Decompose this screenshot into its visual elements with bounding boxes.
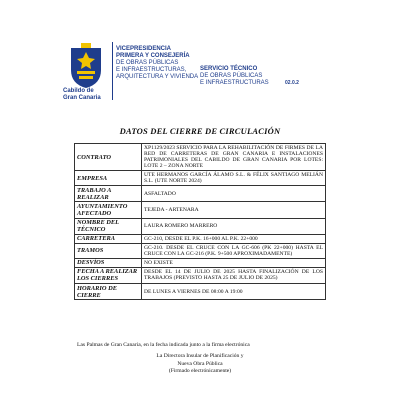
row-value-ayuntamiento: TEJEDA - ARTENARA <box>142 202 326 218</box>
service-code: 02.0.2 <box>285 80 299 86</box>
signature-line-2: Nueva Obra Pública <box>177 360 223 367</box>
row-label-fecha: FECHA A REALIZAR LOS CIERRES <box>75 267 142 283</box>
signature-block <box>0 353 400 376</box>
table-row <box>75 144 326 171</box>
table-row <box>75 186 326 202</box>
row-value-fecha: DESDE EL 14 DE JULIO DE 2025 HASTA FINALIZACIÓN DE LOS TRABAJOS (PREVISTO HASTA 25 DE JULIO DE 2025) <box>142 267 326 283</box>
logo-line-2: Gran Canaria <box>63 94 101 101</box>
row-value-horario: DE LUNES A VIERNES DE 08:00 A 19:00 <box>142 284 326 300</box>
signature-line-3: (Firmado electrónicamente) <box>168 368 232 374</box>
row-value-trabajo: ASFALTADO <box>142 186 326 202</box>
logo-caption <box>63 88 113 101</box>
signature-line-1: La Directora Insular de Planificación y <box>156 353 244 359</box>
row-label-trabajo: TRABAJO A REALIZAR <box>75 186 142 202</box>
logo-line-1: Cabildo de <box>63 88 94 94</box>
service-block <box>200 66 269 87</box>
department-sub-1: DE OBRAS PÚBLICAS <box>116 60 179 66</box>
cabildo-logo <box>63 42 109 90</box>
service-sub-1: DE OBRAS PÚBLICAS <box>200 73 263 79</box>
department-title-2: PRIMERA Y CONSEJERÍA <box>116 53 190 59</box>
row-value-desvios: NO EXISTE <box>142 258 326 267</box>
service-title: SERVICIO TÉCNICO <box>200 66 258 72</box>
table-row <box>75 243 326 258</box>
table-row <box>75 234 326 243</box>
row-value-carretera: GC-210, DESDE EL P.K. 16+000 AL P.K. 22+000 <box>142 234 326 243</box>
coat-of-arms-icon <box>63 42 109 90</box>
header-divider <box>112 42 113 100</box>
department-title-1: VICEPRESIDENCIA <box>116 46 172 52</box>
row-label-horario: HORARIO DE CIERRE <box>75 284 142 300</box>
table-row <box>75 171 326 186</box>
row-label-carretera: CARRETERA <box>75 234 142 243</box>
row-value-tramos: GC-210. DESDE EL CRUCE CON LA GC-606 (PK 22+000) HASTA EL CRUCE CON LA GC-216 (P.K. 9+500 APROXIMADAMENTE) <box>142 243 326 258</box>
row-label-contrato: CONTRATO <box>75 144 142 171</box>
service-sub-2: E INFRAESTRUCTURAS <box>200 80 269 86</box>
table-row <box>75 258 326 267</box>
department-sub-3: ARQUITECTURA Y VIVIENDA <box>116 74 199 80</box>
row-label-tecnico: NOMBRE DEL TÉCNICO <box>75 218 142 234</box>
row-value-contrato: XP1129/2023 SERVICIO PARA LA REHABILITACIÓN DE FIRMES DE LA RED DE CARRETERAS DE GRAN CANARIA E INSTALACIONES PATRIMONIALES DEL CABILDO DE GRAN CANARIA POR LOTES: LOTE 2 – ZONA NORTE <box>142 144 326 171</box>
document-title: DATOS DEL CIERRE DE CIRCULACIÓN <box>119 126 281 136</box>
table-row <box>75 202 326 218</box>
table-row <box>75 284 326 300</box>
row-value-empresa: UTE HERMANOS GARCÍA ÁLAMO S.L. & FÉLIX SANTIAGO MELIÁN S.L. (UTE NORTE 2024) <box>142 171 326 186</box>
row-value-tecnico: LAURA ROMERO MARRERO <box>142 218 326 234</box>
place-date-line: Las Palmas de Gran Canaria, en la fecha indicada junto a la firma electrónica <box>77 342 250 348</box>
row-label-empresa: EMPRESA <box>75 171 142 186</box>
row-label-ayuntamiento: AYUNTAMIENTO AFECTADO <box>75 202 142 218</box>
row-label-desvios: DESVÍOS <box>75 258 142 267</box>
closure-data-table <box>74 143 326 300</box>
department-sub-2: E INFRAESTRUCTURAS, <box>116 67 187 73</box>
row-label-tramos: TRAMOS <box>75 243 142 258</box>
table-row <box>75 218 326 234</box>
department-block <box>116 46 198 81</box>
table-row <box>75 267 326 283</box>
